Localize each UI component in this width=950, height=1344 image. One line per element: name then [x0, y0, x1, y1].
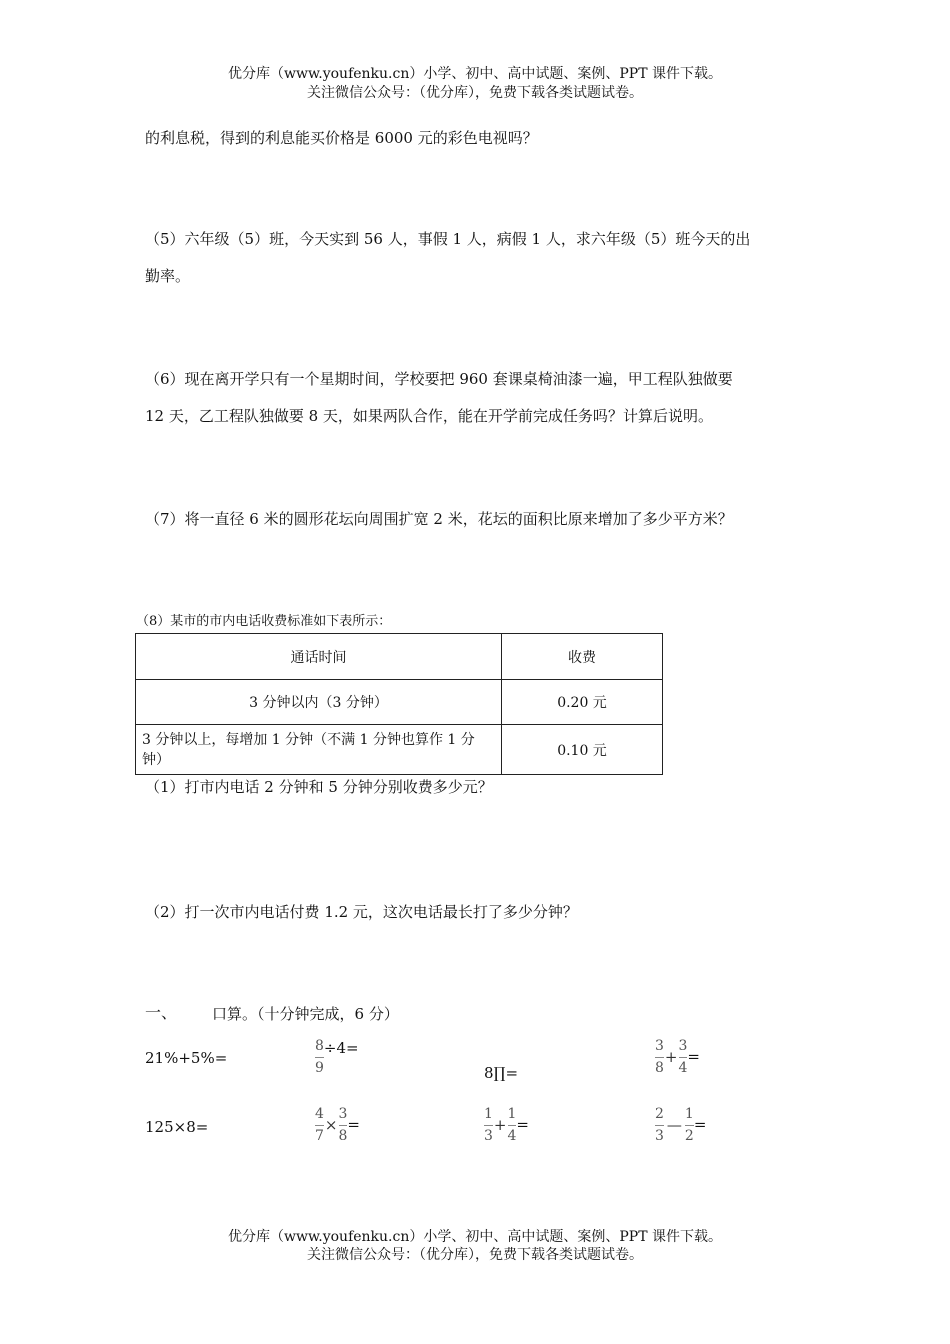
- fraction-denominator: 3: [484, 1128, 493, 1144]
- table-cell: 0.10 元: [502, 725, 663, 775]
- question-8-intro: （8）某市的市内电话收费标准如下表所示：: [136, 614, 392, 629]
- fraction-denominator: 2: [684, 1128, 694, 1144]
- calc-expression-6: [315, 1106, 360, 1145]
- fraction-numerator: 1: [507, 1106, 517, 1122]
- fraction: [655, 1106, 664, 1145]
- fraction-denominator: 7: [315, 1128, 324, 1144]
- operator: —: [666, 1115, 682, 1134]
- question-5-line1: （5）六年级（5）班，今天实到 56 人，事假 1 人，病假 1 人，求六年级（5）班今天的出: [145, 230, 751, 248]
- page-header-line1: 优分库（www.youfenku.cn）小学、初中、高中试题、案例、PPT 课件下载。: [227, 66, 722, 82]
- table-cell: 3 分钟以上，每增加 1 分钟（不满 1 分钟也算作 1 分钟）: [136, 725, 502, 775]
- fraction-numerator: 1: [684, 1106, 694, 1122]
- fraction: [685, 1106, 694, 1145]
- fraction: [315, 1106, 324, 1145]
- fraction-bar: [315, 1057, 324, 1058]
- fraction-bar: [655, 1057, 664, 1058]
- fraction-numerator: 8: [315, 1038, 324, 1054]
- fraction-bar: [315, 1125, 324, 1126]
- calc-rest: ÷4=: [323, 1038, 359, 1057]
- fraction-denominator: 4: [678, 1060, 688, 1076]
- fraction: [655, 1038, 664, 1077]
- calc-expression-1: 21%+5%=: [145, 1049, 228, 1067]
- equals-sign: =: [347, 1115, 360, 1134]
- question-4-tail: 的利息税，得到的利息能买价格是 6000 元的彩色电视吗？: [145, 129, 538, 147]
- calc-expression-3: 8∏=: [484, 1064, 519, 1082]
- equals-sign: =: [516, 1115, 529, 1134]
- equals-sign: =: [693, 1115, 707, 1134]
- question-7: （7）将一直径 6 米的圆形花坛向周围扩宽 2 米，花坛的面积比原来增加了多少平方米？: [145, 510, 733, 528]
- fraction-bar: [484, 1125, 493, 1126]
- table-row: [136, 680, 663, 725]
- fraction-numerator: 3: [338, 1106, 348, 1122]
- table-header-cell: 收费: [502, 634, 663, 680]
- fraction-bar: [685, 1125, 694, 1126]
- calc-expression-5: 125×8=: [145, 1118, 209, 1136]
- calc-expression-2: [315, 1038, 359, 1077]
- operator: ×: [324, 1115, 338, 1134]
- phone-fee-table: [135, 633, 663, 775]
- question-6-line2: 12 天，乙工程队独做要 8 天，如果两队合作，能在开学前完成任务吗？计算后说明。: [145, 407, 713, 425]
- table-row: [136, 725, 663, 775]
- calc-expression-4: [655, 1038, 700, 1077]
- page-footer-line1: 优分库（www.youfenku.cn）小学、初中、高中试题、案例、PPT 课件下载。: [227, 1229, 722, 1245]
- table-header-cell: 通话时间: [136, 634, 502, 680]
- fraction-numerator: 3: [678, 1038, 688, 1054]
- operator: +: [493, 1115, 507, 1134]
- table-cell: 3 分钟以内（3 分钟）: [136, 680, 502, 725]
- section-number: 一、: [145, 1003, 178, 1022]
- calc-expression-8: [655, 1106, 706, 1145]
- fraction-denominator: 8: [655, 1060, 664, 1076]
- table-cell: 0.20 元: [502, 680, 663, 725]
- question-5-line2: 勤率。: [145, 267, 191, 285]
- fraction-denominator: 9: [315, 1060, 324, 1076]
- equals-sign: =: [687, 1047, 700, 1066]
- fraction-bar: [655, 1125, 664, 1126]
- page-footer-line2: 关注微信公众号：（优分库），免费下载各类试题试卷。: [307, 1247, 643, 1263]
- fraction-denominator: 8: [338, 1128, 348, 1144]
- fraction: [484, 1106, 493, 1145]
- fraction-numerator: 4: [315, 1106, 324, 1122]
- fraction: [315, 1038, 324, 1077]
- question-6-line1: （6）现在离开学只有一个星期时间，学校要把 960 套课桌椅油漆一遍，甲工程队独做要: [145, 370, 733, 388]
- question-8-sub2: （2）打一次市内电话付费 1.2 元，这次电话最长打了多少分钟？: [145, 903, 578, 921]
- fraction-numerator: 2: [655, 1106, 664, 1122]
- fraction-numerator: 1: [484, 1106, 493, 1122]
- fraction-denominator: 3: [655, 1128, 664, 1144]
- fraction-denominator: 4: [507, 1128, 517, 1144]
- table-header-row: [136, 634, 663, 680]
- fraction-numerator: 3: [655, 1038, 664, 1054]
- question-8-sub1: （1）打市内电话 2 分钟和 5 分钟分别收费多少元？: [145, 778, 493, 796]
- section-title: 口算。（十分钟完成，6 分）: [212, 1005, 399, 1023]
- operator: +: [664, 1047, 678, 1066]
- calc-expression-7: [484, 1106, 529, 1145]
- page-header-line2: 关注微信公众号：（优分库），免费下载各类试题试卷。: [307, 85, 643, 101]
